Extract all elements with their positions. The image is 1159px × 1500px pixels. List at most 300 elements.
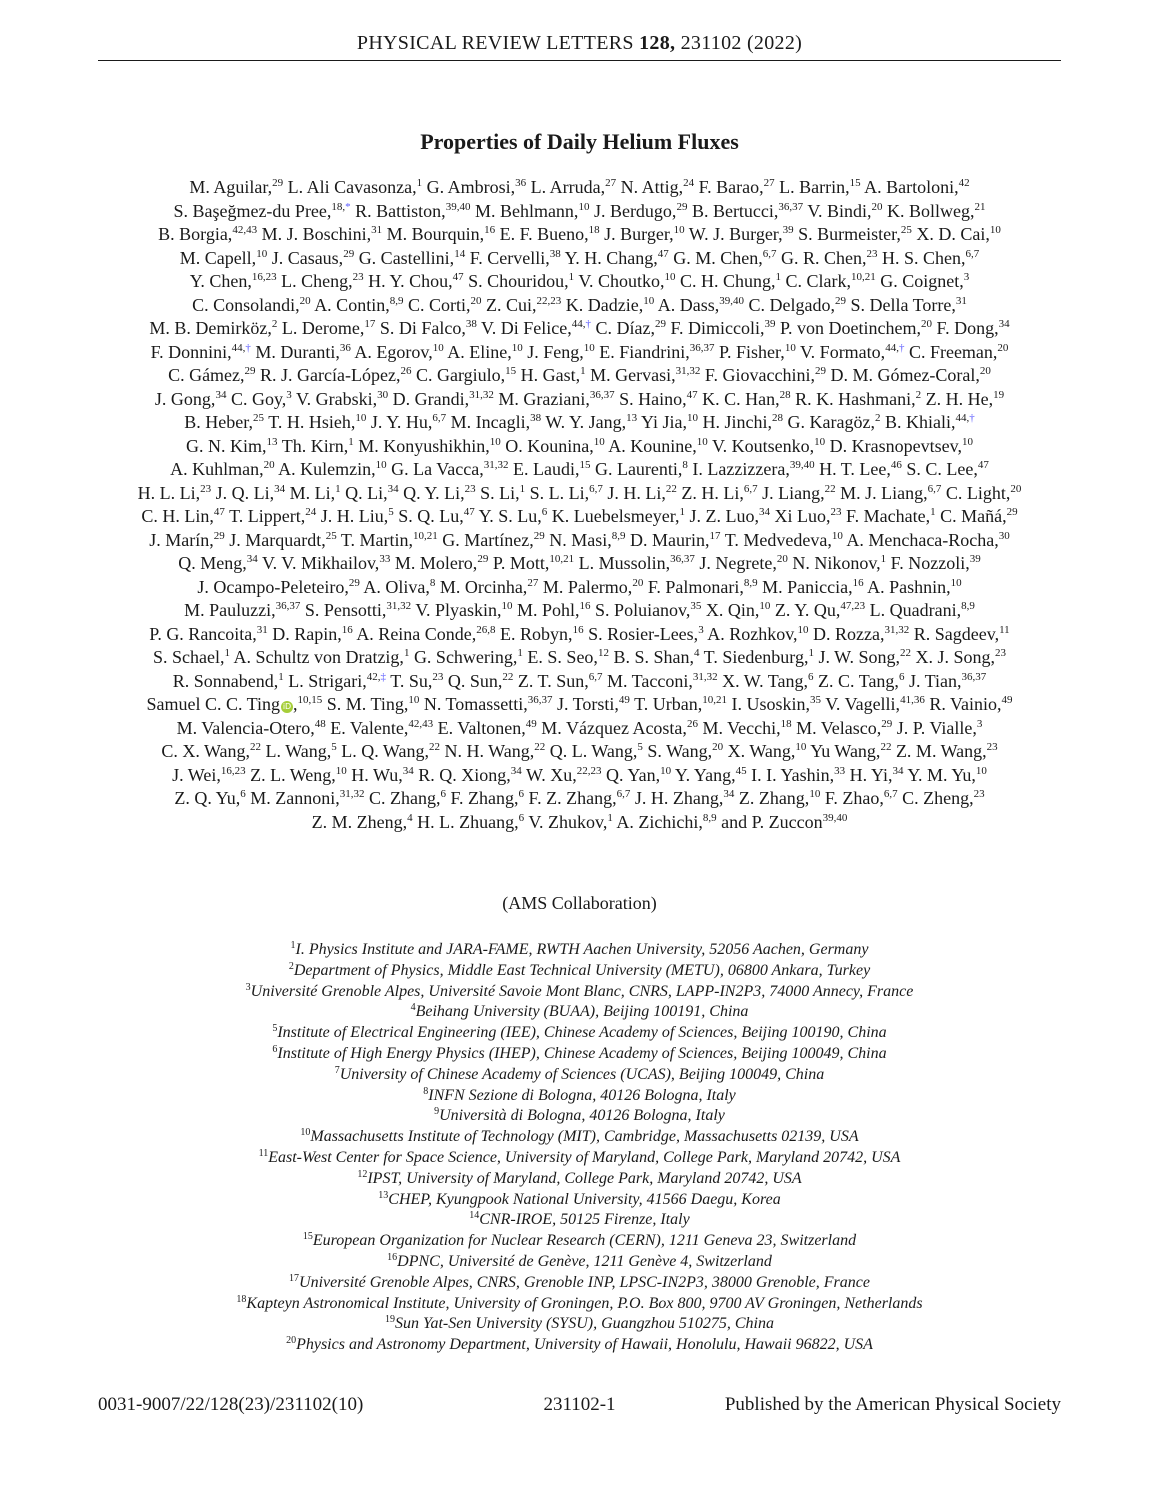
affiliation	[98, 1210, 1061, 1231]
author	[692, 201, 803, 221]
author-name: J. H. Zhang,	[634, 788, 724, 808]
author-affiliation-index	[1002, 694, 1013, 706]
affiliation-number: 16	[341, 623, 353, 636]
author	[528, 812, 613, 832]
affiliation-number: 34	[215, 388, 227, 401]
affiliation-number: 10	[784, 341, 796, 354]
author-affiliation-index	[484, 224, 495, 236]
author-name: G. M. Chen,	[673, 247, 763, 268]
author-affiliation-index	[825, 483, 836, 495]
author	[850, 765, 904, 785]
author-name: B. S. Shan,	[613, 647, 694, 667]
affiliation-number: 10	[432, 341, 444, 354]
author-name: B. Bertucci,	[691, 200, 779, 221]
author-name: W. Xu,	[525, 764, 577, 785]
author-name: H. Wu,	[351, 764, 403, 785]
author-line	[98, 717, 1061, 741]
author	[795, 389, 921, 409]
author-name: V. Zhukov,	[528, 811, 608, 832]
footnote-marker: †	[585, 318, 591, 330]
affiliation-number: 6,7	[616, 788, 631, 800]
author-name: T. Siedenburg,	[703, 647, 809, 667]
author	[281, 271, 364, 291]
author-name: C. Díaz,	[595, 318, 655, 338]
author	[595, 600, 701, 620]
author-name: Z. L. Weng,	[250, 764, 336, 785]
author	[500, 624, 584, 644]
author	[543, 577, 644, 597]
author-name: J. Casaus,	[271, 247, 344, 268]
author-affiliation-index	[502, 671, 513, 683]
affiliation-number: 1	[416, 177, 423, 189]
author	[579, 553, 695, 573]
affiliation-number: 47	[452, 271, 464, 283]
author-name: F. Donnini,	[150, 341, 232, 362]
author-line	[98, 646, 1061, 670]
author-affiliation-index	[348, 436, 354, 448]
affiliation-number: 6,7	[588, 670, 603, 683]
author-affiliation-index	[519, 812, 525, 824]
author	[699, 553, 787, 573]
author-name: M. Pauluzzi,	[184, 600, 276, 620]
affiliation-number: 34	[387, 482, 399, 495]
author-affiliation-index	[250, 741, 261, 753]
affiliation-number: 10	[501, 600, 513, 612]
author-affiliation-index	[466, 318, 477, 330]
footnote-marker: †	[898, 341, 905, 354]
author-name: M. Velasco,	[796, 717, 882, 738]
author	[712, 436, 825, 456]
affiliation-number: 10	[809, 788, 821, 800]
author	[149, 530, 225, 550]
author	[288, 177, 422, 197]
author	[550, 741, 643, 761]
author-name: J. H. Liu,	[320, 506, 389, 526]
author-affiliation-index	[764, 177, 775, 189]
author	[818, 647, 911, 667]
author-affiliation-index	[305, 506, 316, 518]
author	[670, 318, 775, 338]
author-name: W. Y. Jang,	[545, 412, 627, 432]
affiliation-number: 29	[814, 365, 826, 377]
author-affiliation-index	[465, 483, 476, 495]
author-name: C. X. Wang,	[161, 741, 251, 761]
affiliation-text: I. Physics Institute and JARA-FAME, RWTH Aachen University, 52056 Aachen, Germany	[295, 941, 869, 958]
author-name: S. Pensotti,	[304, 600, 387, 620]
author-affiliation-index	[891, 459, 902, 471]
author-name: Q. Sun,	[447, 670, 503, 691]
author	[690, 506, 771, 526]
author-affiliation-index	[763, 248, 777, 260]
author-affiliation-index	[880, 741, 891, 753]
author-name: and P. Zuccon	[721, 811, 823, 832]
affiliation-number: 38	[465, 318, 477, 330]
author-name: J. Y. Hu,	[370, 412, 433, 432]
author	[702, 389, 791, 409]
author-affiliation-index	[881, 718, 892, 730]
author-affiliation-index	[680, 506, 686, 518]
affiliation	[98, 1231, 1061, 1252]
author-name: S. M. Ting,	[326, 694, 409, 714]
author	[565, 248, 669, 268]
author-name: M. Vecchi,	[702, 717, 781, 738]
author-affiliation-index	[267, 436, 278, 448]
author-line	[98, 247, 1061, 271]
affiliation-index: 4	[410, 1002, 416, 1014]
affiliation-number: 15	[849, 177, 861, 189]
author	[518, 671, 603, 691]
affiliation-number: 6,7	[743, 482, 758, 495]
author	[371, 412, 446, 432]
affiliation-text: IPST, University of Maryland, College Park, Maryland 20742, USA	[367, 1169, 802, 1187]
author-name: F. Z. Zhang,	[528, 788, 617, 808]
author-affiliation-index	[682, 459, 688, 471]
author-name: S. Wang,	[647, 741, 713, 761]
author-line	[98, 740, 1061, 764]
affiliation-text: University of Chinese Academy of Sciences (UCAS), Beijing 100049, China	[339, 1065, 825, 1083]
affiliation-number: 10	[687, 412, 699, 424]
author-affiliation-index	[376, 459, 387, 471]
author	[825, 788, 898, 808]
author	[363, 577, 435, 597]
affiliation-number: 17	[709, 529, 721, 542]
author	[796, 718, 892, 738]
author	[595, 459, 688, 479]
author-affiliation-index	[987, 741, 998, 753]
author	[513, 459, 590, 479]
author	[830, 436, 973, 456]
affiliation-number: 31,32	[386, 600, 412, 612]
affiliation-number: 5	[637, 741, 643, 753]
author-name: A. Bartoloni,	[864, 177, 959, 197]
author-name: H. Jinchi,	[702, 412, 773, 432]
affiliation-number: 6,7	[883, 788, 898, 800]
affiliation-index: 17	[289, 1272, 300, 1284]
affiliation	[98, 1127, 1061, 1148]
author-line	[98, 176, 1061, 200]
author	[725, 530, 843, 550]
affiliation-number: 10	[660, 764, 672, 777]
author-line	[98, 693, 1061, 717]
author-affiliation-index	[371, 224, 382, 236]
affiliation-number: 31,32	[339, 788, 365, 800]
author	[545, 412, 637, 432]
affiliation-number: 25	[325, 529, 337, 542]
author-affiliation-index	[884, 788, 898, 800]
author-affiliation-index	[331, 741, 337, 753]
author-name: E. Valtonen,	[437, 717, 526, 738]
affiliation-number: 10	[975, 764, 987, 777]
author-affiliation-index	[900, 694, 925, 706]
author-affiliation-index	[256, 248, 267, 260]
affiliation-number: 42	[958, 177, 970, 189]
author-name: H. L. Zhuang,	[417, 811, 519, 832]
affiliation-number: 27	[605, 177, 617, 189]
author-name: Z. Zhang,	[738, 788, 810, 808]
author-affiliation-index	[823, 812, 848, 824]
author-affiliation-index	[408, 694, 419, 706]
author	[186, 436, 278, 456]
author-name: R. Vainio,	[929, 694, 1002, 714]
affiliation-number: 18,	[331, 200, 346, 213]
author-affiliation-index	[584, 342, 595, 354]
author-affiliation-index	[687, 718, 698, 730]
affiliation-number: 29	[533, 529, 545, 542]
author	[440, 577, 538, 597]
affiliation-number: 16,23	[251, 271, 277, 283]
author-name: Y. H. Chang,	[564, 247, 658, 268]
affiliation-index: 1	[290, 940, 296, 951]
author-line	[98, 411, 1061, 435]
author	[321, 506, 394, 526]
author-name: G. Ambrosi,	[426, 177, 516, 197]
affiliation-number: 20	[776, 553, 788, 565]
affiliation-number: 31	[955, 294, 967, 307]
author-affiliation-index	[966, 248, 980, 260]
author-affiliation-index	[579, 459, 590, 471]
affiliation-index: 19	[385, 1314, 396, 1326]
author-name: Q. L. Wang,	[549, 741, 638, 761]
affiliation-number: 31,32	[483, 459, 509, 471]
affiliation-number: 20	[470, 294, 482, 307]
author	[887, 201, 986, 221]
affiliation-number: 10	[696, 435, 708, 448]
author	[527, 647, 609, 667]
author-name: J. Z. Luo,	[689, 506, 760, 526]
author-name: E. Valente,	[330, 717, 409, 738]
affiliation-number: 10	[511, 341, 523, 354]
author	[387, 224, 496, 244]
author	[260, 365, 411, 385]
author	[846, 530, 1009, 550]
author-affiliation-index	[892, 765, 903, 777]
author-name: V. Plyaskin,	[415, 600, 502, 620]
affiliation-number: 8,9	[702, 811, 717, 824]
author-name: M. Graziani,	[498, 388, 590, 409]
author	[168, 365, 255, 385]
author	[619, 389, 698, 409]
author-name: S. Della Torre,	[850, 294, 956, 315]
affiliation-number: 20	[1010, 482, 1022, 495]
author-name: A. Egorov,	[354, 341, 433, 362]
affiliation-number: 4	[693, 647, 700, 659]
journal-volume: 128,	[639, 32, 676, 54]
author-affiliation-index	[809, 788, 820, 800]
affiliation-number: 20	[299, 294, 311, 307]
author-affiliation-index	[401, 365, 412, 377]
author-name: Z. M. Wang,	[895, 741, 987, 761]
author-name: G. Coignet,	[880, 271, 964, 291]
author-line	[98, 576, 1061, 600]
affiliation-number: 24	[683, 177, 695, 189]
affiliation-text: Institute of High Energy Physics (IHEP), Chinese Academy of Sciences, Beijing 100049, China	[277, 1044, 887, 1062]
author-affiliation-index	[655, 318, 666, 330]
author	[250, 765, 347, 785]
author-affiliation-index	[670, 553, 695, 565]
author	[345, 483, 399, 503]
author-affiliation-index	[315, 718, 326, 730]
author-affiliation-index	[580, 600, 591, 612]
author-affiliation-index	[517, 647, 523, 659]
affiliation-number: 22	[824, 482, 836, 495]
affiliation-number: 20	[263, 459, 275, 471]
author-affiliation-index	[962, 436, 973, 448]
author-line	[98, 270, 1061, 294]
author	[621, 177, 695, 197]
author	[391, 459, 508, 479]
author-name: Yi Jia,	[641, 412, 688, 432]
author-affiliation-index	[899, 671, 905, 683]
author-name: I. Usoskin,	[731, 694, 811, 714]
affiliation-number: 23	[866, 247, 878, 260]
author	[613, 647, 699, 667]
author-affiliation-index	[916, 389, 922, 401]
author-affiliation-index	[276, 600, 301, 612]
affiliation-text: Université Grenoble Alpes, CNRS, Grenoble INP, LPSC-IN2P3, 38000 Grenoble, France	[299, 1273, 870, 1291]
author	[174, 788, 245, 808]
author-list	[98, 176, 1061, 834]
author	[216, 483, 286, 503]
author-affiliation-index	[690, 342, 715, 354]
author-line	[98, 529, 1061, 553]
affiliation-number: 30	[377, 388, 389, 401]
author-affiliation-index	[612, 530, 626, 542]
author-name: T. H. Hsieh,	[268, 412, 356, 432]
author-name: V. Bindi,	[807, 200, 872, 221]
author	[658, 295, 744, 315]
affiliation-number: 1	[224, 647, 230, 659]
author-affiliation-index	[605, 177, 616, 189]
author-affiliation-index	[430, 577, 436, 589]
author	[552, 506, 685, 526]
affiliation-number: 29	[272, 177, 284, 189]
affiliation-number: 12	[597, 647, 609, 659]
affiliation-number: 1	[775, 271, 782, 283]
author-affiliation-index	[349, 577, 360, 589]
author-name: V. Di Felice,	[481, 318, 572, 338]
affiliation-number: 35	[810, 694, 822, 706]
author-name: S. Di Falco,	[379, 318, 466, 338]
affiliation-number: 8,9	[961, 600, 975, 612]
author-name: S. Schael,	[152, 647, 225, 667]
author	[521, 365, 586, 385]
author	[358, 436, 501, 456]
author-name: J. Negrete,	[699, 553, 777, 573]
author-name: M. Duranti,	[255, 341, 340, 362]
affiliation-number: 23	[464, 482, 476, 495]
affiliation-number: 47	[657, 247, 669, 260]
author-name: F. Palmonari,	[647, 576, 744, 597]
affiliation-number: 42,43	[232, 224, 258, 236]
author-affiliation-index	[342, 624, 353, 636]
author-affiliation-index	[577, 765, 602, 777]
author-affiliation-index	[977, 718, 983, 730]
author-line	[98, 341, 1061, 365]
affiliation-number: 20	[712, 741, 724, 753]
author-affiliation-index	[660, 765, 671, 777]
affiliation-number: 23	[986, 741, 998, 753]
affiliation-number: 5	[388, 506, 394, 518]
affiliation-text: East-West Center for Space Science, University of Maryland, College Park, Maryland 20742, USA	[268, 1148, 901, 1166]
affiliation-number: 33	[834, 764, 846, 777]
author-affiliation-index	[683, 177, 694, 189]
author	[594, 201, 688, 221]
affiliation-text: Kapteyn Astronomical Institute, University of Groningen, P.O. Box 800, 9700 AV Groningen, Netherlands	[246, 1294, 923, 1312]
author-name: F. Dimiccoli,	[670, 318, 765, 338]
affiliation-number: 22	[250, 741, 262, 753]
author-affiliation-index	[744, 483, 758, 495]
affiliation-number: 6,7	[965, 247, 980, 260]
author-name: M. Tacconi,	[606, 670, 693, 691]
author-affiliation-index	[589, 224, 600, 236]
author-name: Q. Y. Li,	[403, 482, 465, 503]
author-affiliation-index	[928, 483, 942, 495]
author-affiliation-index	[810, 694, 821, 706]
author	[229, 506, 316, 526]
author	[590, 365, 700, 385]
author	[355, 201, 470, 221]
affiliation-number: 47	[213, 506, 225, 518]
author-affiliation-index	[777, 553, 788, 565]
affiliation	[98, 940, 1061, 961]
author-affiliation-index	[253, 412, 264, 424]
affiliation-number: 20	[921, 318, 933, 330]
author-name: F. Dong,	[936, 318, 999, 338]
author	[929, 694, 1012, 714]
author-name: S. Rosier-Lees,	[588, 623, 699, 644]
author-name: L. Quadrani,	[869, 600, 962, 620]
affiliation-number: 1	[679, 506, 686, 518]
author-affiliation-index	[632, 577, 643, 589]
author	[916, 647, 1007, 667]
author-line	[98, 623, 1061, 647]
author	[262, 553, 390, 573]
author-affiliation-index	[867, 248, 878, 260]
author	[395, 553, 489, 573]
author	[184, 600, 300, 620]
author-name: S. Başeğmez-du Pree,	[173, 200, 332, 221]
affiliation-number: 47	[977, 459, 989, 471]
author	[189, 177, 283, 197]
author-line	[98, 811, 1061, 835]
affiliation-number: 39	[782, 224, 794, 236]
author-name: M. Capell,	[179, 247, 257, 268]
author	[800, 342, 904, 362]
affiliation-number: 36	[339, 341, 351, 354]
affiliation	[98, 961, 1061, 982]
author	[909, 671, 986, 691]
affiliation-text: European Organization for Nuclear Research (CERN), 1211 Geneva 23, Switzerland	[312, 1232, 857, 1250]
author	[779, 177, 860, 197]
author	[359, 248, 466, 268]
affiliation-index: 10	[300, 1127, 311, 1139]
author-name: R. Sagdeev,	[913, 623, 1000, 644]
author-affiliation-index	[690, 600, 701, 612]
affiliation-number: 8,9	[389, 294, 404, 307]
author	[149, 318, 277, 338]
author-affiliation-index	[453, 271, 464, 283]
author-affiliation-index	[999, 318, 1010, 330]
affiliation-number: 46	[890, 459, 902, 471]
author-affiliation-index	[744, 577, 758, 589]
affiliation-number: 22,23	[576, 764, 602, 777]
author-name: J. Feng,	[527, 341, 584, 362]
author-name: P. Mott,	[492, 553, 550, 573]
affiliation	[98, 1086, 1061, 1107]
author-name: T. Medvedeva,	[724, 529, 832, 550]
author-name: C. Corti,	[407, 294, 471, 315]
author	[416, 365, 516, 385]
